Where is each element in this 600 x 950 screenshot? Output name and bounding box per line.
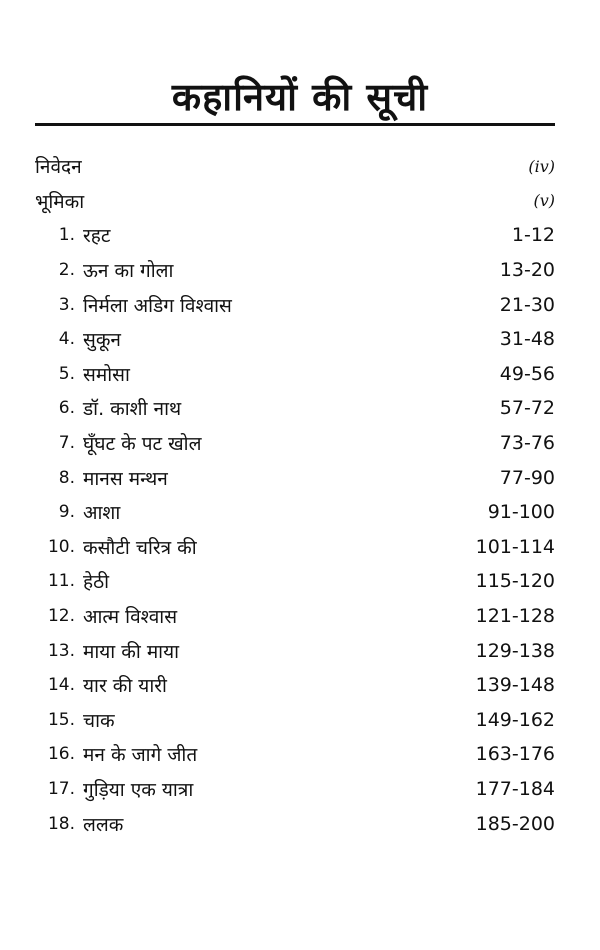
toc-number: 18. <box>47 813 75 834</box>
toc-pages: 77-90 <box>499 466 555 489</box>
toc-label: आत्म विश्वास <box>83 606 178 629</box>
toc-label: कसौटी चरित्र की <box>83 536 197 559</box>
toc-row <box>35 633 555 668</box>
toc-pages: (v) <box>533 191 555 211</box>
toc-row <box>35 218 555 253</box>
toc-number: 12. <box>47 606 75 627</box>
toc-number: 2. <box>58 260 75 281</box>
toc-number: 11. <box>47 571 75 592</box>
toc-row <box>35 599 555 634</box>
toc-pages: 91-100 <box>487 501 555 524</box>
toc-number: 4. <box>58 329 75 350</box>
toc-pages: 101-114 <box>475 535 555 558</box>
toc-row <box>35 495 555 530</box>
page-title: कहानियों की सूची <box>171 75 429 119</box>
toc-row <box>35 322 555 357</box>
toc-number: 13. <box>47 640 75 661</box>
toc-number: 1. <box>58 225 75 246</box>
toc-front-row <box>35 184 555 219</box>
toc-label: ललक <box>83 813 124 836</box>
toc-label: ऊन का गोला <box>83 260 174 283</box>
toc-number: 6. <box>58 398 75 419</box>
toc-pages: 21-30 <box>499 293 555 316</box>
toc-pages: 73-76 <box>499 432 555 455</box>
toc-row <box>35 737 555 772</box>
toc-row <box>35 287 555 322</box>
toc-row <box>35 391 555 426</box>
toc-number: 3. <box>58 294 75 315</box>
toc-number: 9. <box>58 502 75 523</box>
toc-row <box>35 806 555 841</box>
toc-label: यार की यारी <box>83 675 167 698</box>
toc-label: हेठी <box>83 571 110 594</box>
toc-row <box>35 253 555 288</box>
toc-label: समोसा <box>83 363 130 386</box>
toc-row <box>35 357 555 392</box>
toc-pages: 177-184 <box>475 777 555 800</box>
toc-pages: 185-200 <box>475 812 555 835</box>
toc-label: मन के जागे जीत <box>83 744 198 767</box>
toc-row <box>35 426 555 461</box>
toc-pages: 49-56 <box>499 362 555 385</box>
toc-number: 5. <box>58 363 75 384</box>
toc-row <box>35 530 555 565</box>
toc-label: चाक <box>83 709 115 732</box>
toc-pages: (iv) <box>528 156 555 176</box>
toc-label: डॉ. काशी नाथ <box>83 398 182 421</box>
toc-label: निर्मला अडिग विश्वास <box>83 294 232 317</box>
toc-label: सुकून <box>83 329 121 352</box>
toc-number: 7. <box>58 433 75 454</box>
toc-number: 15. <box>47 709 75 730</box>
toc-row <box>35 703 555 738</box>
toc-row <box>35 772 555 807</box>
toc-number: 16. <box>47 744 75 765</box>
toc-pages: 129-138 <box>475 639 555 662</box>
toc-label: निवेदन <box>35 156 82 179</box>
title-rule <box>35 123 555 126</box>
toc-label: घूँघट के पट खोल <box>83 433 202 456</box>
toc-pages: 139-148 <box>475 674 555 697</box>
toc-label: गुड़िया एक यात्रा <box>83 778 194 801</box>
toc-label: भूमिका <box>35 190 85 213</box>
toc-label: आशा <box>83 502 121 525</box>
toc-front-row <box>35 149 555 184</box>
toc-pages: 163-176 <box>475 743 555 766</box>
toc-row <box>35 668 555 703</box>
toc-label: माया की माया <box>83 640 180 663</box>
toc-number: 10. <box>47 536 75 557</box>
toc-row <box>35 460 555 495</box>
toc-number: 14. <box>47 675 75 696</box>
toc-pages: 1-12 <box>511 224 555 247</box>
toc-pages: 31-48 <box>499 328 555 351</box>
toc-row <box>35 564 555 599</box>
toc-pages: 13-20 <box>499 259 555 282</box>
toc-number: 17. <box>47 778 75 799</box>
table-of-contents <box>35 149 555 841</box>
toc-number: 8. <box>58 467 75 488</box>
toc-pages: 149-162 <box>475 708 555 731</box>
toc-label: मानस मन्थन <box>83 467 168 490</box>
toc-label: रहट <box>83 225 111 248</box>
toc-pages: 115-120 <box>475 570 555 593</box>
toc-pages: 121-128 <box>475 605 555 628</box>
toc-pages: 57-72 <box>499 397 555 420</box>
